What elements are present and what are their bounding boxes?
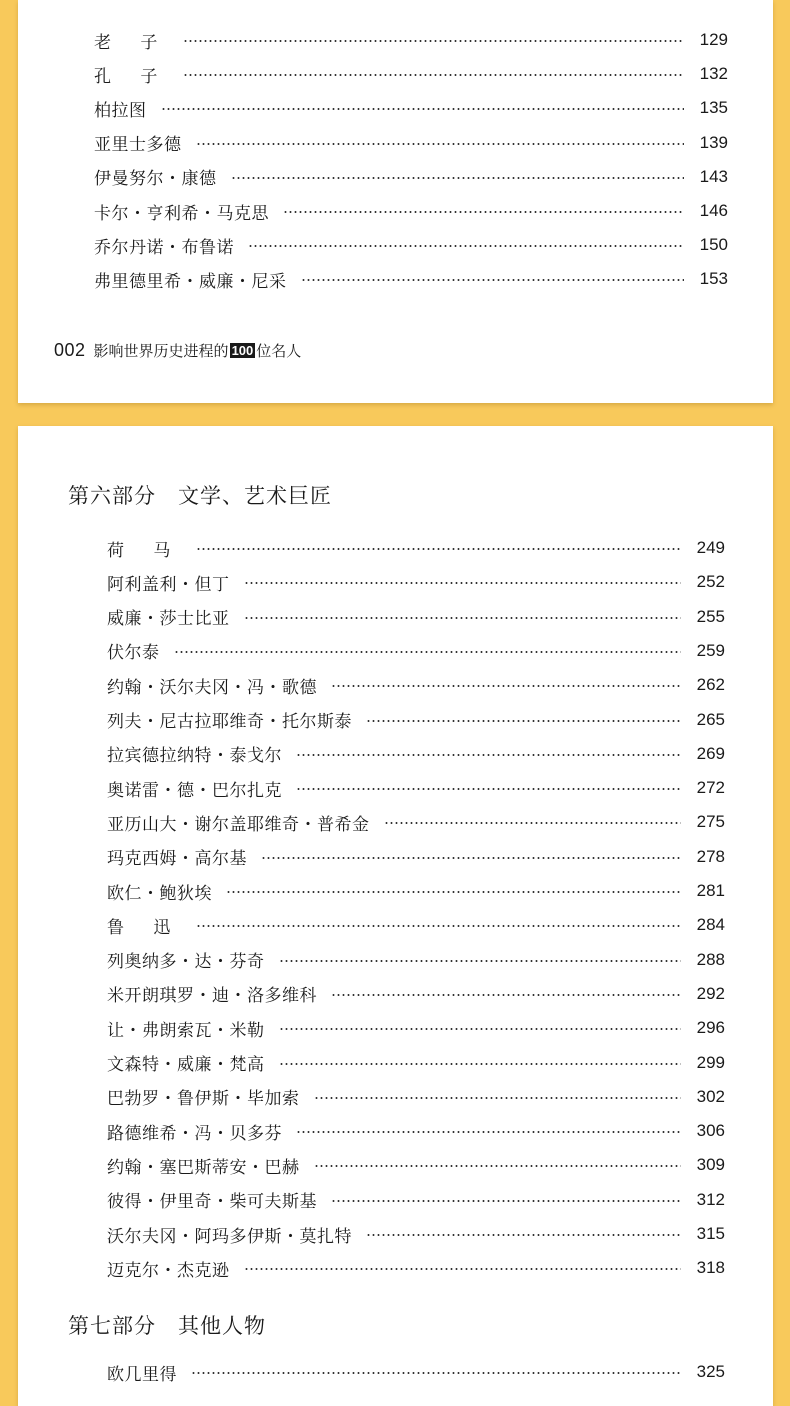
toc-entry-name: 文森特・威廉・梵高: [107, 1055, 265, 1075]
toc-entry-page-number: 299: [696, 1052, 725, 1072]
toc-entry-name: 列夫・尼古拉耶维奇・托尔斯泰: [107, 712, 352, 732]
toc-entry: [107, 946, 725, 974]
dot-leader: [161, 108, 685, 110]
toc-entry-page-number: 272: [696, 778, 725, 798]
toc-entry-page-number: 129: [699, 30, 728, 49]
dot-leader: [366, 1234, 681, 1236]
dot-leader: [261, 857, 681, 859]
toc-entry: [107, 637, 725, 665]
toc-entry-name: 鲁 迅: [107, 917, 183, 938]
footer-book-title-suffix: 位名人: [256, 342, 302, 360]
footer-book-title-highlight: 100: [231, 343, 254, 358]
toc-entry-page-number: 312: [696, 1189, 725, 1209]
toc-entry: [107, 568, 725, 596]
dot-leader: [244, 1268, 682, 1270]
toc-entry: [107, 1151, 725, 1179]
toc-entry: [107, 1358, 725, 1386]
toc-entry-name: 伊曼努尔・康德: [94, 169, 217, 190]
toc-entry: [107, 1254, 725, 1282]
toc-entry: [107, 1014, 725, 1042]
toc-entry: [94, 129, 728, 157]
dot-leader: [384, 822, 682, 824]
dot-leader: [196, 925, 681, 927]
dot-leader: [248, 245, 684, 247]
dot-leader: [279, 960, 682, 962]
toc-entry: [107, 1186, 725, 1214]
dot-leader: [331, 1200, 681, 1202]
toc-entry: [107, 1220, 725, 1248]
toc-entry-page-number: 278: [696, 846, 725, 866]
toc-entry-page-number: 146: [699, 201, 728, 220]
toc-entry: [107, 740, 725, 768]
footer-page-number: 002: [54, 340, 86, 360]
dot-leader: [331, 994, 681, 996]
dot-leader: [196, 548, 681, 550]
toc-entry-name: 拉宾德拉纳特・泰戈尔: [107, 746, 282, 767]
toc-entry-page-number: 262: [696, 675, 725, 695]
toc-page-bottom: [18, 426, 773, 1406]
toc-entry: [107, 911, 725, 939]
dot-leader: [174, 651, 682, 653]
dot-leader: [279, 1063, 682, 1065]
toc-entry-name: 弗里德里希・威廉・尼采: [94, 271, 287, 292]
dot-leader: [301, 279, 685, 281]
toc-entry-page-number: 139: [699, 132, 728, 152]
toc-entry-page-number: 292: [696, 983, 725, 1003]
dot-leader: [244, 617, 682, 619]
toc-entry-page-number: 306: [696, 1121, 725, 1141]
toc-entry: [107, 534, 725, 562]
toc-entry: [107, 877, 725, 905]
toc-entry-name: 列奥纳多・达・芬奇: [107, 952, 265, 973]
toc-entry-name: 奥诺雷・德・巴尔扎克: [107, 780, 282, 801]
toc-entry-name: 欧仁・鲍狄埃: [107, 883, 212, 904]
toc-entry-page-number: 309: [696, 1155, 725, 1175]
toc-entry-name: 约翰・塞巴斯蒂安・巴赫: [107, 1157, 300, 1178]
toc-entry-page-number: 325: [696, 1362, 725, 1381]
toc-entry-name: 让・弗朗索瓦・米勒: [107, 1020, 265, 1041]
toc-entry-page-number: 259: [696, 640, 725, 660]
dot-leader: [296, 788, 681, 790]
toc-entry-name: 亚历山大・谢尔盖耶维奇・普希金: [107, 814, 370, 835]
toc-entry: [107, 1049, 725, 1077]
dot-leader: [296, 1131, 681, 1133]
toc-entry-page-number: 269: [696, 743, 725, 763]
toc-entry-page-number: 302: [696, 1086, 725, 1106]
toc-entry-name: 路德维希・冯・贝多芬: [107, 1123, 282, 1144]
toc-entry-page-number: 153: [699, 269, 728, 289]
dot-leader: [314, 1097, 682, 1099]
toc-entry-page-number: 132: [699, 64, 728, 84]
toc-entry-page-number: 281: [696, 881, 725, 900]
toc-entry: [107, 774, 725, 802]
toc-entry-page-number: 143: [699, 166, 728, 186]
toc-entry-name: 老 子: [94, 32, 170, 53]
toc-entry-name: 荷 马: [107, 540, 183, 561]
toc-entry-name: 沃尔夫冈・阿玛多伊斯・莫扎特: [107, 1226, 352, 1247]
toc-entry-name: 亚里士多德: [94, 135, 182, 156]
toc-entry-page-number: 296: [696, 1018, 725, 1038]
toc-entry-page-number: 318: [696, 1258, 725, 1278]
toc-entry-page-number: 275: [696, 812, 725, 832]
dot-leader: [283, 211, 684, 213]
toc-entry-page-number: 315: [696, 1224, 725, 1243]
page-footer: [54, 340, 301, 361]
dot-leader: [196, 143, 685, 145]
toc-entry: [107, 1083, 725, 1111]
toc-entry-page-number: 135: [699, 98, 728, 118]
toc-entry-name: 柏拉图: [94, 100, 147, 121]
toc-entry: [94, 231, 728, 259]
dot-leader: [183, 40, 684, 42]
toc-entry-name: 约翰・沃尔夫冈・冯・歌德: [107, 677, 317, 698]
toc-entry: [94, 163, 728, 191]
toc-entry-name: 欧几里得: [107, 1364, 177, 1385]
toc-entry: [94, 26, 728, 54]
dot-leader: [191, 1372, 681, 1374]
dot-leader: [314, 1165, 682, 1167]
dot-leader: [231, 177, 685, 179]
dot-leader: [366, 720, 681, 722]
toc-entry-page-number: 288: [696, 949, 725, 969]
dot-leader: [296, 754, 681, 756]
toc-entry: [107, 671, 725, 699]
toc-page-top: [18, 0, 773, 403]
toc-entry: [107, 1117, 725, 1145]
toc-entry: [94, 197, 728, 225]
toc-entry: [107, 843, 725, 871]
dot-leader: [183, 74, 684, 76]
toc-entry: [94, 265, 728, 293]
toc-entry-name: 伏尔泰: [107, 643, 160, 664]
toc-entry-name: 乔尔丹诺・布鲁诺: [94, 237, 234, 258]
toc-entry-name: 孔 子: [94, 66, 170, 87]
dot-leader: [331, 685, 681, 687]
toc-entry-page-number: 265: [696, 709, 725, 729]
toc-entry-name: 巴勃罗・鲁伊斯・毕加索: [107, 1089, 300, 1110]
section-heading-part7: 第七部分 其他人物: [68, 1314, 266, 1338]
toc-entry: [107, 808, 725, 836]
dot-leader: [226, 891, 681, 893]
toc-entry-page-number: 255: [696, 606, 725, 626]
toc-entry-name: 威廉・莎士比亚: [107, 609, 230, 630]
toc-entry-page-number: 249: [696, 538, 725, 557]
toc-entry-name: 迈克尔・杰克逊: [107, 1260, 230, 1281]
toc-entry-name: 玛克西姆・高尔基: [107, 849, 247, 870]
section-heading-part6: 第六部分 文学、艺术巨匠: [68, 484, 332, 508]
toc-entry-page-number: 252: [696, 572, 725, 592]
toc-entry: [94, 94, 728, 122]
toc-entry-name: 卡尔・亨利希・马克思: [94, 203, 269, 224]
toc-entry-page-number: 150: [699, 235, 728, 255]
toc-entry-page-number: 284: [696, 915, 725, 935]
dot-leader: [279, 1028, 682, 1030]
toc-entry: [107, 980, 725, 1008]
toc-entry: [94, 60, 728, 88]
footer-book-title-prefix: 影响世界历史进程的: [93, 342, 229, 360]
dot-leader: [244, 582, 682, 584]
toc-entry-name: 彼得・伊里奇・柴可夫斯基: [107, 1192, 317, 1213]
toc-entry: [107, 706, 725, 734]
toc-entry-name: 米开朗琪罗・迪・洛多维科: [107, 986, 317, 1007]
toc-entry: [107, 603, 725, 631]
toc-entry-name: 阿利盖利・但丁: [107, 574, 230, 595]
